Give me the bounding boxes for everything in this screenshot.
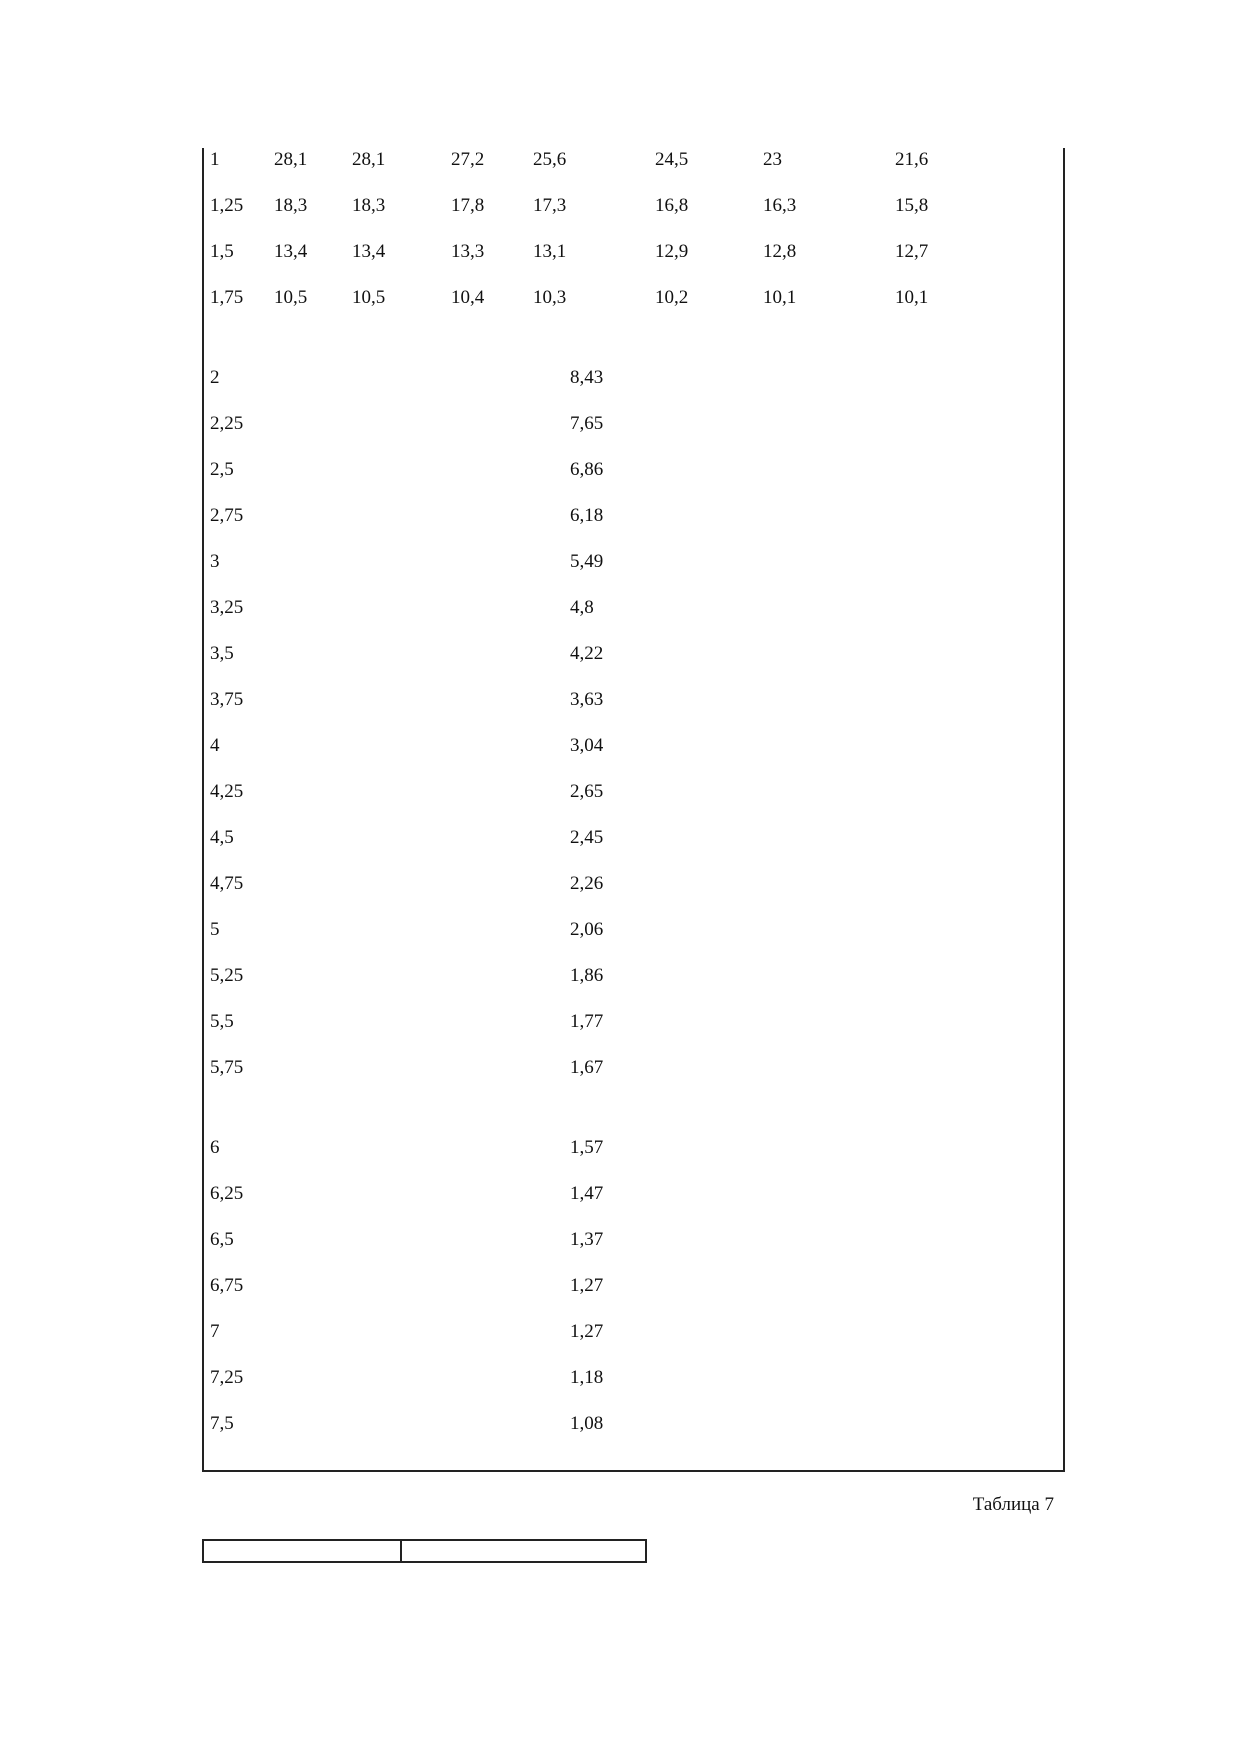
table-row bbox=[204, 734, 1063, 780]
row-value: 25,6 bbox=[533, 149, 567, 170]
row-x-value: 4,25 bbox=[210, 781, 244, 802]
row-value: 1,37 bbox=[570, 1229, 604, 1250]
row-value: 10,4 bbox=[451, 287, 485, 308]
row-x-value: 2,75 bbox=[210, 505, 244, 526]
row-x-value: 5,75 bbox=[210, 1057, 244, 1078]
row-value: 1,86 bbox=[570, 965, 604, 986]
row-value: 13,4 bbox=[274, 241, 308, 262]
row-value: 10,2 bbox=[655, 287, 689, 308]
row-value: 7,65 bbox=[570, 413, 604, 434]
table-row bbox=[204, 1228, 1063, 1274]
row-value: 1,27 bbox=[570, 1275, 604, 1296]
row-value: 1,47 bbox=[570, 1183, 604, 1204]
row-x-value: 7,25 bbox=[210, 1367, 244, 1388]
row-value: 1,57 bbox=[570, 1137, 604, 1158]
next-table-header bbox=[202, 1539, 647, 1563]
row-x-value: 1,25 bbox=[210, 195, 244, 216]
row-x-value: 6,5 bbox=[210, 1229, 234, 1250]
row-value: 3,63 bbox=[570, 689, 604, 710]
placeholder-glyph-row bbox=[274, 1092, 1034, 1116]
row-value: 4,22 bbox=[570, 643, 604, 664]
table-row bbox=[204, 918, 1063, 964]
table-row bbox=[204, 1412, 1063, 1458]
row-value: 2,65 bbox=[570, 781, 604, 802]
table-row bbox=[204, 872, 1063, 918]
table-row bbox=[204, 642, 1063, 688]
row-value: 24,5 bbox=[655, 149, 689, 170]
row-x-value: 5 bbox=[210, 919, 220, 940]
row-x-value: 1 bbox=[210, 149, 220, 170]
row-x-value: 6 bbox=[210, 1137, 220, 1158]
table-row bbox=[204, 240, 1063, 286]
row-x-value: 3,75 bbox=[210, 689, 244, 710]
row-x-value: 5,5 bbox=[210, 1011, 234, 1032]
row-value: 10,1 bbox=[895, 287, 929, 308]
row-value: 3,04 bbox=[570, 735, 604, 756]
table-row bbox=[204, 1010, 1063, 1056]
row-value: 10,5 bbox=[274, 287, 308, 308]
table-row bbox=[204, 1136, 1063, 1182]
table-row bbox=[204, 194, 1063, 240]
row-value: 12,8 bbox=[763, 241, 797, 262]
row-x-value: 6,25 bbox=[210, 1183, 244, 1204]
table-row bbox=[204, 688, 1063, 734]
row-x-value: 4 bbox=[210, 735, 220, 756]
table-row bbox=[204, 504, 1063, 550]
data-table bbox=[202, 148, 1065, 1472]
table-row bbox=[204, 148, 1063, 194]
row-value: 17,3 bbox=[533, 195, 567, 216]
row-value: 16,8 bbox=[655, 195, 689, 216]
row-value: 1,67 bbox=[570, 1057, 604, 1078]
table-row bbox=[204, 964, 1063, 1010]
row-x-value: 1,5 bbox=[210, 241, 234, 262]
row-value: 2,45 bbox=[570, 827, 604, 848]
row-value: 16,3 bbox=[763, 195, 797, 216]
row-x-value: 5,25 bbox=[210, 965, 244, 986]
row-value: 12,9 bbox=[655, 241, 689, 262]
table-row bbox=[204, 596, 1063, 642]
row-value: 1,18 bbox=[570, 1367, 604, 1388]
row-value: 17,8 bbox=[451, 195, 485, 216]
row-value: 5,49 bbox=[570, 551, 604, 572]
row-x-value: 3,5 bbox=[210, 643, 234, 664]
row-x-value: 4,75 bbox=[210, 873, 244, 894]
row-x-value: 2,25 bbox=[210, 413, 244, 434]
table-row bbox=[204, 780, 1063, 826]
table-column-divider bbox=[400, 1541, 402, 1561]
row-value: 28,1 bbox=[274, 149, 308, 170]
row-value: 10,1 bbox=[763, 287, 797, 308]
row-value: 13,1 bbox=[533, 241, 567, 262]
row-value: 6,18 bbox=[570, 505, 604, 526]
table-row bbox=[204, 1182, 1063, 1228]
row-value: 28,1 bbox=[352, 149, 386, 170]
table-row bbox=[204, 1320, 1063, 1366]
row-x-value: 3,25 bbox=[210, 597, 244, 618]
row-value: 13,3 bbox=[451, 241, 485, 262]
placeholder-glyph-row bbox=[274, 322, 1034, 346]
table-row bbox=[204, 412, 1063, 458]
row-value: 10,5 bbox=[352, 287, 386, 308]
row-value: 18,3 bbox=[352, 195, 386, 216]
table-row bbox=[204, 1366, 1063, 1412]
row-value: 8,43 bbox=[570, 367, 604, 388]
row-value: 23 bbox=[763, 149, 782, 170]
row-value: 1,77 bbox=[570, 1011, 604, 1032]
row-x-value: 6,75 bbox=[210, 1275, 244, 1296]
row-value: 10,3 bbox=[533, 287, 567, 308]
row-value: 12,7 bbox=[895, 241, 929, 262]
row-value: 2,26 bbox=[570, 873, 604, 894]
table-row bbox=[204, 1274, 1063, 1320]
row-x-value: 1,75 bbox=[210, 287, 244, 308]
row-value: 18,3 bbox=[274, 195, 308, 216]
row-value: 2,06 bbox=[570, 919, 604, 940]
row-value: 4,8 bbox=[570, 597, 594, 618]
row-value: 6,86 bbox=[570, 459, 604, 480]
row-x-value: 4,5 bbox=[210, 827, 234, 848]
row-x-value: 7,5 bbox=[210, 1413, 234, 1434]
table-row bbox=[204, 366, 1063, 412]
row-value: 27,2 bbox=[451, 149, 485, 170]
row-x-value: 7 bbox=[210, 1321, 220, 1342]
table-row bbox=[204, 550, 1063, 596]
row-x-value: 2 bbox=[210, 367, 220, 388]
row-x-value: 3 bbox=[210, 551, 220, 572]
table-caption: Таблица 7 bbox=[972, 1494, 1054, 1515]
row-value: 15,8 bbox=[895, 195, 929, 216]
table-row bbox=[204, 458, 1063, 504]
row-value: 1,27 bbox=[570, 1321, 604, 1342]
row-x-value: 2,5 bbox=[210, 459, 234, 480]
row-value: 13,4 bbox=[352, 241, 386, 262]
table-row bbox=[204, 826, 1063, 872]
row-value: 21,6 bbox=[895, 149, 929, 170]
row-value: 1,08 bbox=[570, 1413, 604, 1434]
